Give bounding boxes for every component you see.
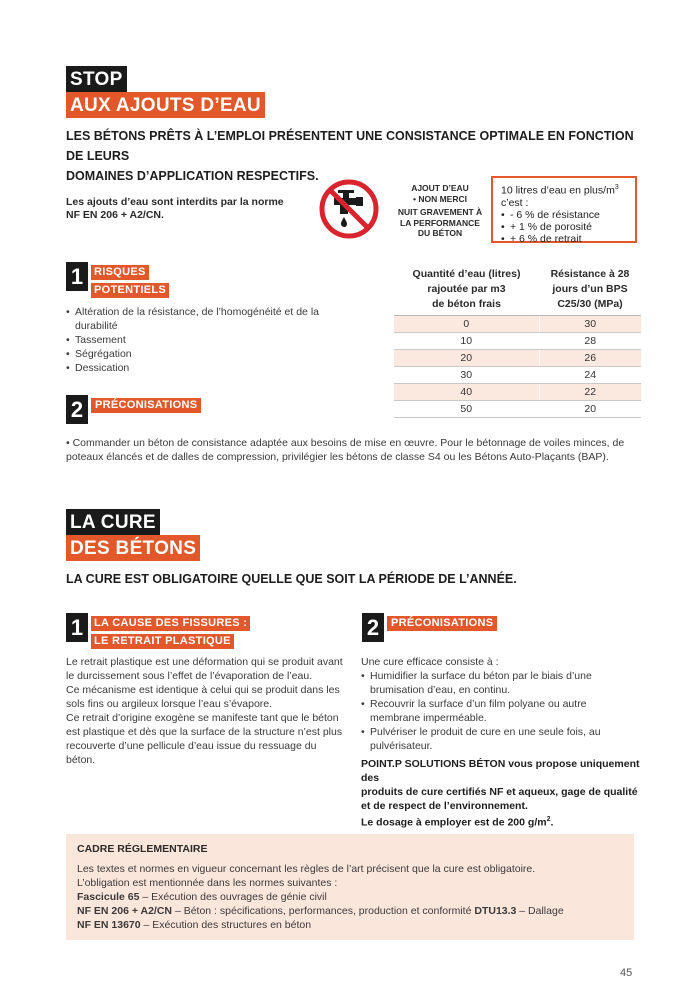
risques-list — [66, 305, 336, 375]
table-row: 20 26 — [394, 350, 641, 367]
warning-box: 10 litres d’eau en plus/$m^3$ c’est : • - 6 % de résistance • + 1 % de porosité • + 6 % de retrait — [491, 176, 637, 243]
cure-title — [66, 509, 200, 561]
title-line-1: LA CURE — [66, 509, 160, 535]
norm-note: Les ajouts d’eau sont interdits par la norme NF EN 206 + A2/CN. — [66, 196, 284, 221]
table-header: Quantité d’eau (litres) rajoutée par m3 de béton frais — [394, 263, 539, 316]
list-item: • Humidifier la surface du béton par le biais d’une brumisation d’eau, en continu. — [361, 669, 641, 697]
ajout-eau-note: AJOUT D’EAU • NON MERCI NUIT GRAVEMENT À LA PERFORMANCE DU BÉTON — [397, 183, 483, 238]
table-row: 10 28 — [394, 333, 641, 350]
pointp-note: POINT.P SOLUTIONS BÉTON vous propose uniquement des produits de cure certifiés NF et aqueux, gage de qualité et de respect de l’environnement. Le dosage à employer est de 200 $g/m^2$. — [361, 758, 640, 829]
section-number: 1 — [66, 262, 88, 291]
list-item: • Tassement — [66, 333, 336, 347]
list-item: • Pulvériser le produit de cure en une seule fois, au pulvérisateur. — [361, 725, 641, 753]
table-row: 0 30 — [394, 316, 641, 333]
cure-lead: LA CURE EST OBLIGATOIRE QUELLE QUE SOIT LA PÉRIODE DE L’ANNÉE. — [66, 572, 517, 586]
list-item: • Dessication — [66, 361, 336, 375]
title-line-2: DES BÉTONS — [66, 535, 200, 561]
page-number: 45 — [620, 967, 633, 979]
section-number: 1 — [66, 613, 88, 642]
section-number: 2 — [66, 395, 88, 424]
title-line-1: STOP — [66, 66, 127, 92]
cause-text: Le retrait plastique est une déformation qui se produit avant le durcissement sous l’effet de l’évaporation de l’eau. Ce mécanisme est identique à celui qui se produit dans les sols fins ou argileux lorsque l’eau s’évapore. Ce retrait d’origine exogène se manifeste tant que le béton est plastique et dès que la surface de la structure n’est plus recouverte d’une pellicule d’eau issue du ressuage du béton. — [66, 656, 343, 766]
preco-label: PRÉCONISATIONS — [91, 395, 201, 413]
ref-line: NF EN 13670 – Exécution des structures en béton — [77, 919, 312, 931]
list-item: • Altération de la résistance, de l’homogénéité et de la durabilité — [66, 305, 336, 333]
warn-item: • + 6 % de retrait — [501, 233, 627, 245]
table-header: Résistance à 28 jours d’un BPS C25/30 (MPa) — [539, 263, 641, 316]
table-row: 50 20 — [394, 401, 641, 418]
list-item: • Ségrégation — [66, 347, 336, 361]
preco2-text: Une cure efficace consiste à : • Humidifier la surface du béton par le biais d’une brumisation d’eau, en continu. • Recouvrir la surface d’un film polyane ou autre membrane imperméable. • Pulvériser le produit de cure en une seule fois, au pulvérisateur. POINT.P SOLUTIONS BÉTON vous propose uniquement des produits de cure certifiés NF et aqueux, gage de qualité et de respect de l’environnement. Le dosage à employer est de 200 $g/m^2$. — [361, 655, 641, 830]
stop-lead: LES BÉTONS PRÊTS À L’EMPLOI PRÉSENTENT UNE CONSISTANCE OPTIMALE EN FONCTION DE LEURS DOMAINES D’APPLICATION RESPECTIFS. — [66, 129, 634, 183]
water-resistance-table — [394, 263, 641, 418]
risques-label: RISQUES POTENTIELS — [91, 262, 169, 298]
ref-line: NF EN 206 + A2/CN – Béton : spécifications, performances, production et conformité DTU13.3 – Dallage — [77, 905, 564, 917]
warn-item: • - 6 % de résistance — [501, 209, 627, 221]
table-row: 40 22 — [394, 384, 641, 401]
no-water-tap-icon — [318, 178, 380, 240]
warn-item: • + 1 % de porosité — [501, 221, 627, 233]
stop-title — [66, 66, 265, 118]
preco2-label: PRÉCONISATIONS — [387, 613, 497, 631]
list-item: • Recouvrir la surface d’un film polyane ou autre membrane imperméable. — [361, 697, 641, 725]
cadre-title: CADRE RÉGLEMENTAIRE — [77, 843, 208, 855]
preco1-text: • Commander un béton de consistance adaptée aux besoins de mise en œuvre. Pour le bétonnage de voiles minces, de poteaux élancés et de dalles de compression, privilégier les bétons de classe S4 ou les Bétons Auto-Plaçants (BAP). — [66, 437, 625, 463]
ref-line: Fascicule 65 – Exécution des ouvrages de génie civil — [77, 891, 327, 903]
cadre-reglementaire: CADRE RÉGLEMENTAIRE Les textes et normes en vigueur concernant les règles de l’art précisent que la cure est obligatoire. L’obligation est mentionnée dans les normes suivantes : Fascicule 65 – Exécution des ouvrages de génie civil NF EN 206 + A2/CN – Béton : spécifications, performances, production et conformité DTU13.3 – Dallage NF EN 13670 – Exécution des structures en béton — [66, 834, 634, 940]
cause-label: LA CAUSE DES FISSURES : LE RETRAIT PLASTIQUE — [91, 613, 250, 649]
title-line-2: AUX AJOUTS D’EAU — [66, 92, 265, 118]
table-row: 30 24 — [394, 367, 641, 384]
section-number: 2 — [362, 613, 384, 642]
